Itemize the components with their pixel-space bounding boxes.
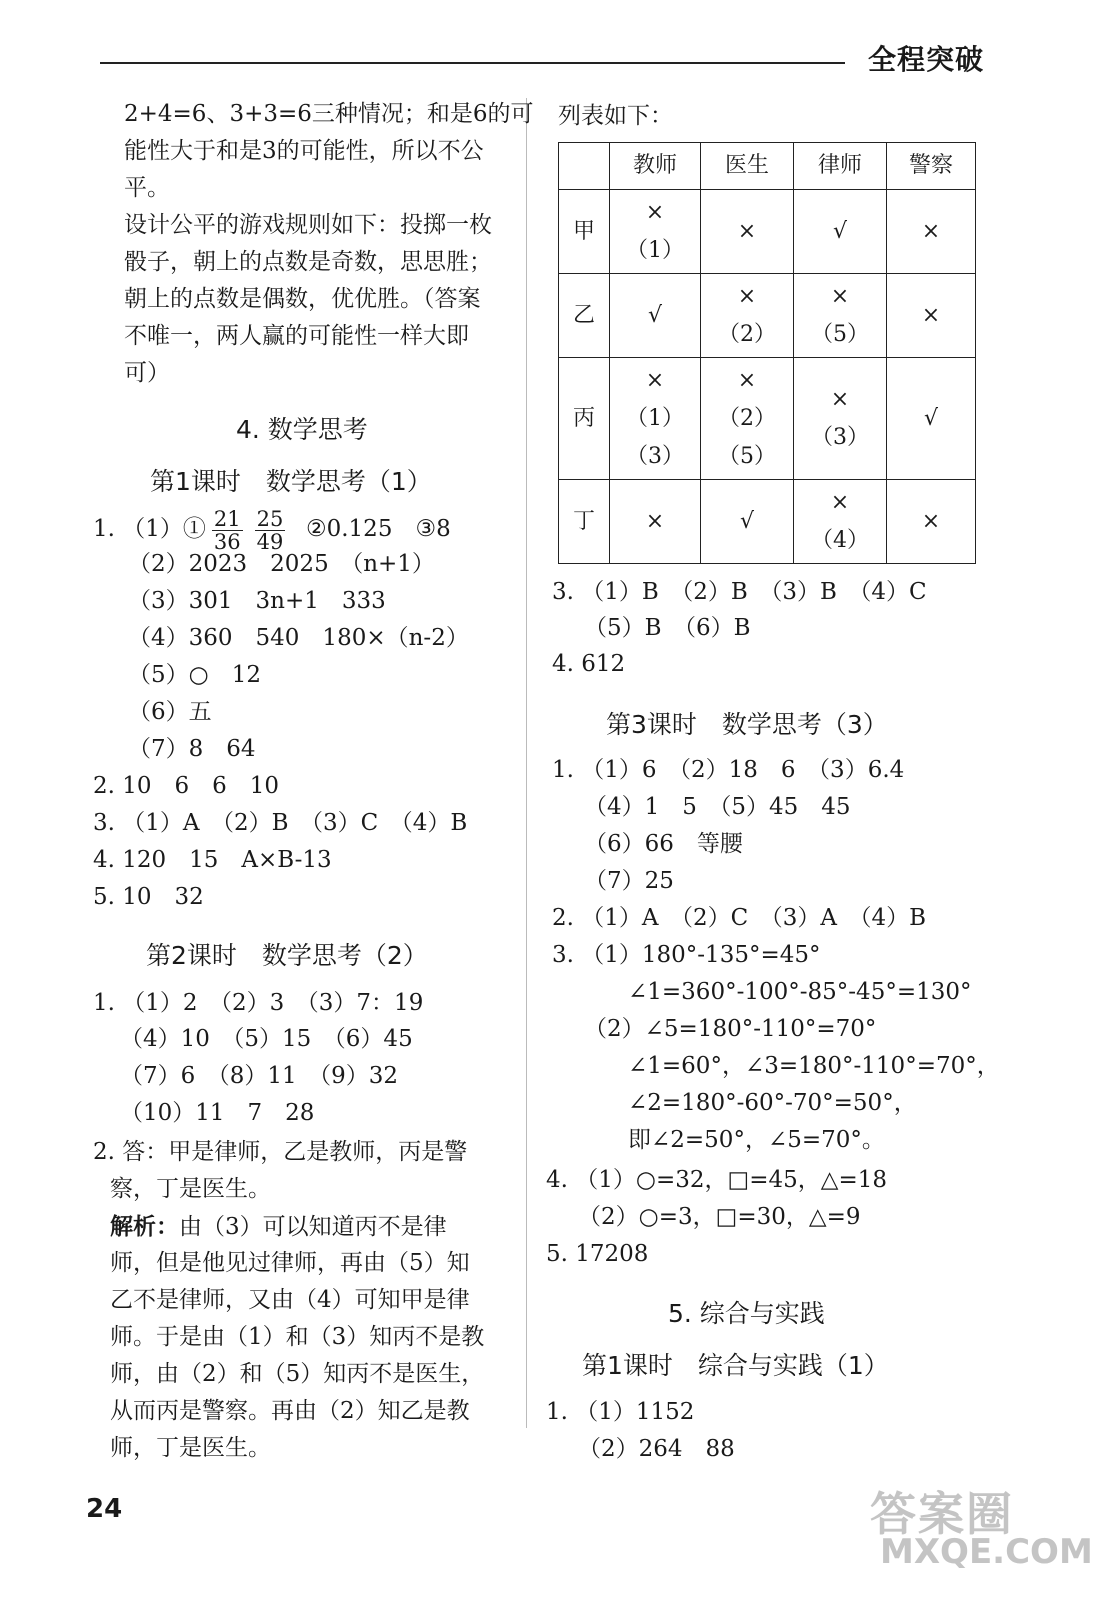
cell-mark: × (830, 386, 850, 412)
table-cell (701, 190, 794, 274)
l1-q1-suffix: ②0.125 ③8 (305, 516, 451, 542)
l1-line-5: （5）○ 12 (128, 662, 261, 688)
l2-line-2: （4）10 （5）15 （6）45 (120, 1026, 413, 1052)
col-header-teacher: 教师 (610, 143, 701, 190)
cell-mark: × (830, 283, 850, 309)
analysis-line-5: 师，由（2）和（5）知丙不是医生， (110, 1361, 485, 1387)
l3-line-13: （2）○=3，□=30，△=9 (578, 1204, 861, 1230)
intro-line-3: 平。 (124, 175, 170, 201)
cell-reason: （3） (626, 443, 684, 469)
l3-line-9: ∠1=60°，∠3=180°-110°=70°， (628, 1053, 1000, 1079)
table-cell (701, 274, 794, 358)
l3-line-11: 即∠2=50°，∠5=70°。 (628, 1127, 885, 1153)
l3-line-3: （6）66 等腰 (584, 831, 743, 857)
col-header-police: 警察 (887, 143, 976, 190)
analysis-label: 解析： (110, 1213, 179, 1240)
cell-mark: × (921, 302, 941, 328)
lesson-5-1-title: 第1课时 综合与实践（1） (582, 1351, 889, 1380)
cell-reason: （5） (811, 321, 869, 347)
analysis-first-text: 由（3）可以知道丙不是律 (179, 1214, 447, 1240)
cell-reason: （3） (811, 424, 869, 450)
l1-q2: 2. 10 6 6 10 (93, 773, 280, 799)
table-cell (887, 358, 976, 480)
intro-line-7: 不唯一，两人赢的可能性一样大即 (124, 323, 469, 349)
cell-mark: × (737, 218, 757, 244)
cell-mark: × (921, 218, 941, 244)
l1-line-6: （6）五 (128, 699, 212, 725)
table-cell (794, 190, 887, 274)
table-cell (887, 190, 976, 274)
cell-mark: √ (739, 508, 755, 534)
table-cell (610, 190, 701, 274)
l3-line-12: 4. （1）○=32，□=45，△=18 (546, 1167, 887, 1193)
table-cell (610, 358, 701, 480)
intro-line-2: 能性大于和是3的可能性，所以不公 (124, 138, 484, 164)
l2-q2-line-1: 2. 答：甲是律师，乙是教师，丙是警 (93, 1139, 468, 1165)
analysis-line-2: 师，但是他见过律师，再由（5）知 (110, 1250, 470, 1276)
watermark-logo: 答案圈 (870, 1487, 1014, 1541)
header-rule (100, 62, 845, 64)
analysis-line-6: 从而丙是警察。再由（2）知乙是教 (110, 1398, 470, 1424)
l2-q2-line-2: 察，丁是医生。 (110, 1176, 271, 1202)
after-table-line-2: （5）B （6）B (584, 615, 751, 641)
analysis-line-1 (110, 1208, 447, 1246)
l3-line-6: 3. （1）180°-135°=45° (552, 942, 821, 968)
intro-line-5: 骰子，朝上的点数是奇数，思思胜； (124, 249, 492, 275)
cell-reason: （2） (718, 405, 776, 431)
cell-mark: × (737, 367, 757, 393)
column-divider (526, 98, 527, 1428)
intro-line-1: 2+4=6、3+3=6三种情况；和是6的可 (124, 101, 534, 127)
row-label: 丁 (559, 480, 610, 564)
fraction-denominator: 36 (213, 529, 241, 554)
deduction-table (558, 142, 976, 564)
fraction-denominator: 49 (256, 529, 284, 554)
cell-mark: √ (647, 302, 663, 328)
table-row-bing (559, 358, 976, 480)
table-row-ding (559, 480, 976, 564)
table-cell (610, 480, 701, 564)
lesson-2-title: 第2课时 数学思考（2） (146, 941, 428, 970)
cell-reason: （4） (811, 527, 869, 553)
lesson-1-title: 第1课时 数学思考（1） (150, 467, 432, 496)
cell-reason: （1） (626, 405, 684, 431)
l3-line-5: 2. （1）A （2）C （3）A （4）B (552, 905, 927, 931)
cell-reason: （1） (626, 237, 684, 263)
cell-mark: × (737, 283, 757, 309)
lesson-3-title: 第3课时 数学思考（3） (606, 710, 888, 739)
header-title: 全程突破 (868, 43, 985, 76)
l3-line-1: 1. （1）6 （2）18 6 （3）6.4 (552, 757, 905, 783)
section-5-title: 5. 综合与实践 (668, 1299, 825, 1328)
cell-mark: × (645, 199, 665, 225)
l1-line-4: （4）360 540 180×（n-2） (128, 625, 469, 651)
after-table-line-1: 3. （1）B （2）B （3）B （4）C (552, 579, 927, 605)
intro-line-8: 可） (124, 360, 170, 386)
table-cell (701, 480, 794, 564)
table-cell (794, 358, 887, 480)
table-row-yi (559, 274, 976, 358)
table-cell (701, 358, 794, 480)
l2-line-3: （7）6 （8）11 （9）32 (120, 1063, 399, 1089)
cell-reason: （2） (718, 321, 776, 347)
fraction-numerator: 25 (256, 506, 284, 531)
intro-line-4: 设计公平的游戏规则如下：投掷一枚 (124, 212, 492, 238)
section-4-title: 4. 数学思考 (236, 415, 368, 444)
l2-line-1: 1. （1）2 （2）3 （3）7：19 (93, 990, 424, 1016)
page-number: 24 (86, 1494, 123, 1524)
table-header-row (559, 143, 976, 190)
l1-q1-prefix: 1. （1）① (93, 516, 206, 542)
table-intro: 列表如下： (558, 103, 673, 129)
analysis-line-3: 乙不是律师，又由（4）可知甲是律 (110, 1287, 470, 1313)
col-header-lawyer: 律师 (794, 143, 887, 190)
l1-line-3: （3）301 3n+1 333 (128, 588, 386, 614)
watermark-url: MXQE.COM (880, 1532, 1093, 1572)
table-row-jia (559, 190, 976, 274)
l3-line-8: （2）∠5=180°-110°=70° (584, 1016, 877, 1042)
row-label: 丙 (559, 358, 610, 480)
l3-line-7: ∠1=360°-100°-85°-45°=130° (628, 979, 972, 1005)
analysis-line-4: 师。于是由（1）和（3）知丙不是教 (110, 1324, 485, 1350)
l3-line-4: （7）25 (584, 868, 674, 894)
col-header-doctor: 医生 (701, 143, 794, 190)
after-table-line-3: 4. 612 (552, 651, 626, 677)
l3-line-10: ∠2=180°-60°-70°=50°， (628, 1090, 917, 1116)
cell-reason: （5） (718, 443, 776, 469)
cell-mark: × (830, 489, 850, 515)
l3-line-2: （4）1 5 （5）45 45 (584, 794, 851, 820)
cell-mark: × (645, 367, 665, 393)
l1-q5: 5. 10 32 (93, 884, 204, 910)
row-label: 甲 (559, 190, 610, 274)
cell-mark: √ (923, 405, 939, 431)
fraction-numerator: 21 (213, 506, 241, 531)
cell-mark: √ (832, 218, 848, 244)
l1-line-7: （7）8 64 (128, 736, 256, 762)
l2-line-4: （10）11 7 28 (120, 1100, 315, 1126)
table-cell (794, 480, 887, 564)
l1-q3: 3. （1）A （2）B （3）C （4）B (93, 810, 468, 836)
table-cell (794, 274, 887, 358)
table-cell (887, 480, 976, 564)
l3-line-14: 5. 17208 (546, 1241, 649, 1267)
analysis-line-7: 师，丁是医生。 (110, 1435, 271, 1461)
table-cell (887, 274, 976, 358)
l1-q4: 4. 120 15 A×B-13 (93, 847, 332, 873)
l5-line-2: （2）264 88 (578, 1436, 735, 1462)
cell-mark: × (645, 508, 665, 534)
table-cell (610, 274, 701, 358)
row-label: 乙 (559, 274, 610, 358)
intro-line-6: 朝上的点数是偶数，优优胜。（答案 (124, 286, 481, 312)
cell-mark: × (921, 508, 941, 534)
table-corner-cell (559, 143, 610, 190)
l5-line-1: 1. （1）1152 (546, 1399, 695, 1425)
l1-line-2: （2）2023 2025 （n+1） (128, 551, 435, 577)
